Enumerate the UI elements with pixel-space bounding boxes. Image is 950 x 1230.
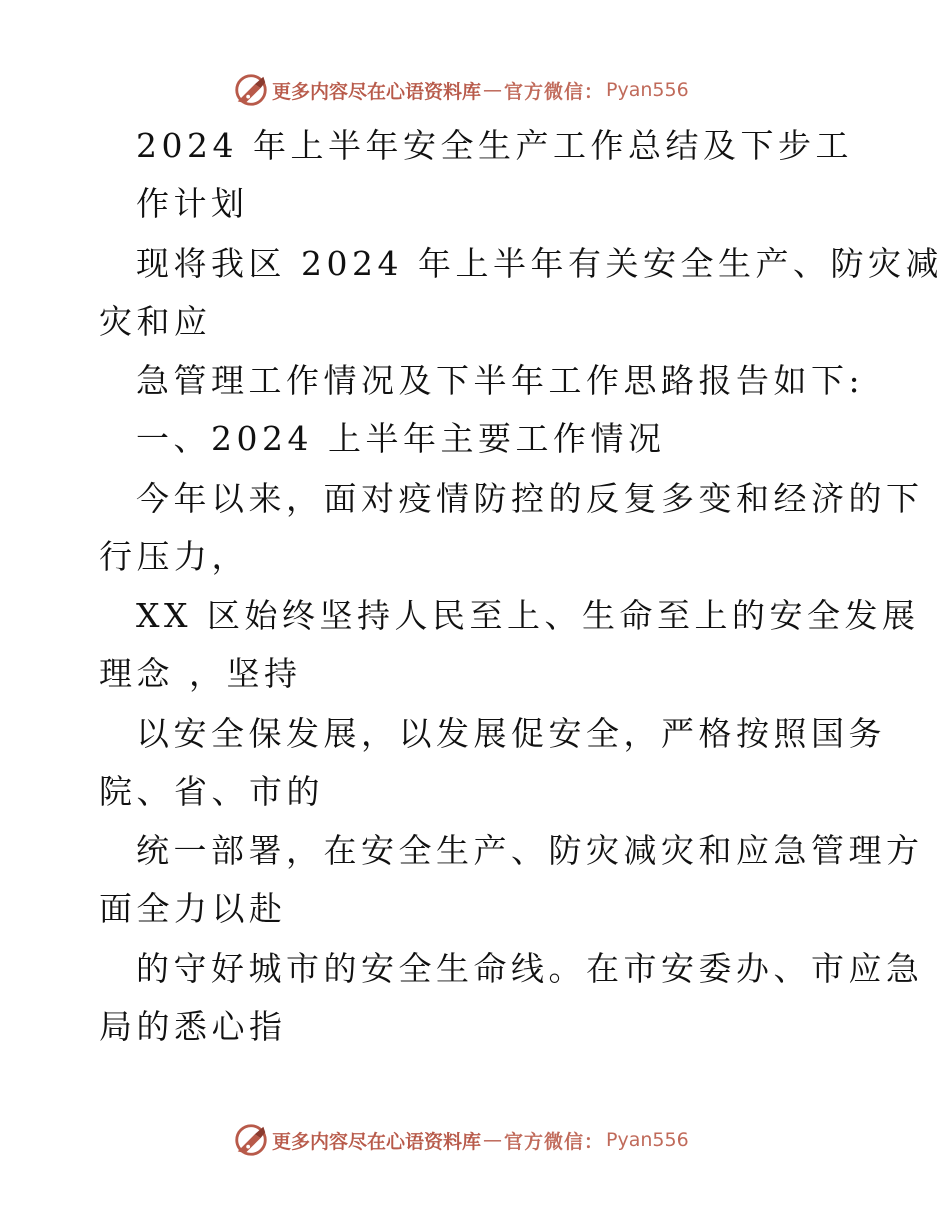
paragraph-line: 院、省、市的 (99, 772, 324, 811)
watermark-id: Pyan556 (606, 1129, 689, 1151)
paragraph-line: 以安全保发展，以发展促安全，严格按照国务 (136, 714, 886, 753)
paragraph-line: 行压力， (99, 537, 249, 576)
paragraph-line: 理念 ，坚持 (99, 654, 302, 693)
paragraph-line: XX 区始终坚持人民至上、生命至上的安全发展 (136, 596, 920, 635)
watermark-id: Pyan556 (606, 79, 689, 101)
paragraph-line: 统一部署，在安全生产、防灾减灾和应急管理方 (136, 831, 924, 870)
section-heading: 一、2024 上半年主要工作情况 (136, 419, 666, 458)
paragraph-line: 的守好城市的安全生命线。在市安委办、市应急 (136, 949, 924, 988)
watermark-official: 官方微信： (504, 80, 605, 103)
paragraph-line: 面全力以赴 (99, 889, 287, 928)
watermark-official: 官方微信： (504, 1130, 605, 1153)
watermark-dash: — (483, 1129, 503, 1151)
pen-nib-logo-icon (232, 1121, 270, 1159)
paragraph-line: 现将我区 2024 年上半年有关安全生产、防灾减 (136, 244, 943, 283)
paragraph-line: 灾和应 (99, 302, 212, 341)
document-title-line-2: 作计划 (136, 184, 249, 223)
pen-nib-logo-icon (232, 71, 270, 109)
paragraph-line: 今年以来，面对疫情防控的反复多变和经济的下 (136, 479, 924, 518)
watermark-brand: 更多内容尽在心语资料库 (272, 1130, 482, 1153)
header-watermark (232, 70, 689, 110)
watermark-dash: — (483, 79, 503, 101)
paragraph-line: 局的悉心指 (99, 1007, 287, 1046)
footer-watermark (232, 1120, 689, 1160)
watermark-brand: 更多内容尽在心语资料库 (272, 80, 482, 103)
paragraph-line: 急管理工作情况及下半年工作思路报告如下: (136, 361, 865, 400)
document-title-line-1: 2024 年上半年安全生产工作总结及下步工 (136, 126, 853, 165)
